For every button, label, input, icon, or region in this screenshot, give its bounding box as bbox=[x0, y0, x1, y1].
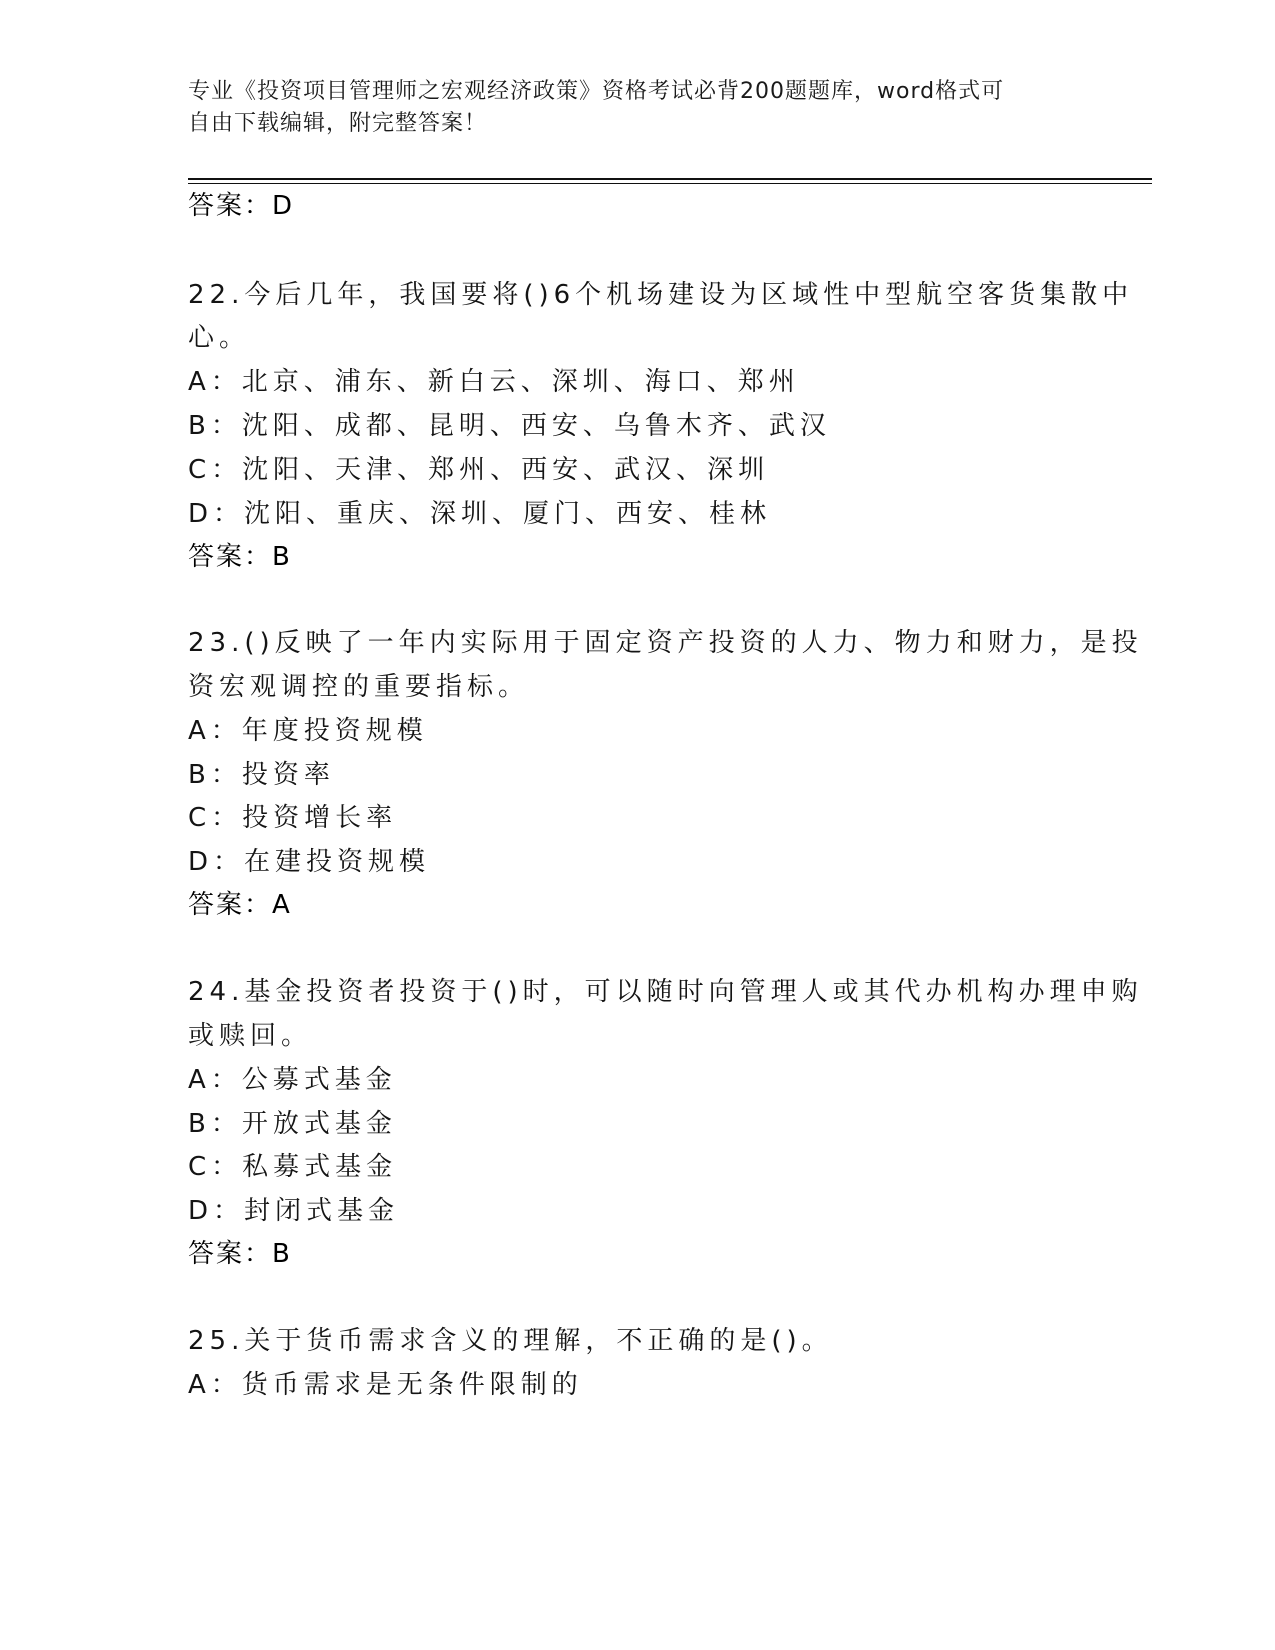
question-24-option-c: C：私募式基金 bbox=[188, 1152, 398, 1182]
question-22-option-a: A：北京、浦东、新白云、深圳、海口、郑州 bbox=[188, 367, 800, 397]
question-24-option-b: B：开放式基金 bbox=[188, 1109, 397, 1139]
header-line-2: 自由下载编辑，附完整答案！ bbox=[188, 111, 488, 136]
question-24-answer: 答案：B bbox=[188, 1239, 292, 1269]
header-line-1: 专业《投资项目管理师之宏观经济政策》资格考试必背200题题库，word格式可 bbox=[188, 79, 1005, 104]
question-22-stem-line-2: 心。 bbox=[188, 323, 251, 353]
question-22-stem-line-1: 22.今后几年，我国要将()6个机场建设为区域性中型航空客货集散中 bbox=[188, 280, 1134, 310]
question-24-stem-line-1: 24.基金投资者投资于()时，可以随时向管理人或其代办机构办理申购 bbox=[188, 977, 1143, 1007]
header-divider-thick bbox=[188, 178, 1152, 180]
question-24-stem-line-2: 或赎回。 bbox=[188, 1021, 313, 1051]
question-23-answer: 答案：A bbox=[188, 890, 292, 920]
document-header bbox=[188, 76, 1068, 140]
question-24-option-d: D：封闭式基金 bbox=[188, 1196, 400, 1226]
question-23-option-d: D：在建投资规模 bbox=[188, 847, 431, 877]
header-divider-thin bbox=[188, 183, 1152, 184]
question-25-stem-line-1: 25.关于货币需求含义的理解，不正确的是()。 bbox=[188, 1326, 833, 1356]
question-23-option-c: C：投资增长率 bbox=[188, 803, 398, 833]
question-22-answer: 答案：B bbox=[188, 542, 292, 572]
question-23-option-a: A：年度投资规模 bbox=[188, 716, 428, 746]
question-23-stem-line-1: 23.()反映了一年内实际用于固定资产投资的人力、物力和财力，是投 bbox=[188, 628, 1143, 658]
question-22-option-d: D：沈阳、重庆、深圳、厦门、西安、桂林 bbox=[188, 499, 772, 529]
question-24-option-a: A：公募式基金 bbox=[188, 1065, 397, 1095]
question-22-option-c: C：沈阳、天津、郑州、西安、武汉、深圳 bbox=[188, 455, 770, 485]
answer-previous: 答案：D bbox=[188, 191, 295, 221]
question-23-stem-line-2: 资宏观调控的重要指标。 bbox=[188, 672, 530, 702]
question-25-option-a: A：货币需求是无条件限制的 bbox=[188, 1370, 583, 1400]
question-22-option-b: B：沈阳、成都、昆明、西安、乌鲁木齐、武汉 bbox=[188, 411, 831, 441]
question-23-option-b: B：投资率 bbox=[188, 760, 335, 790]
